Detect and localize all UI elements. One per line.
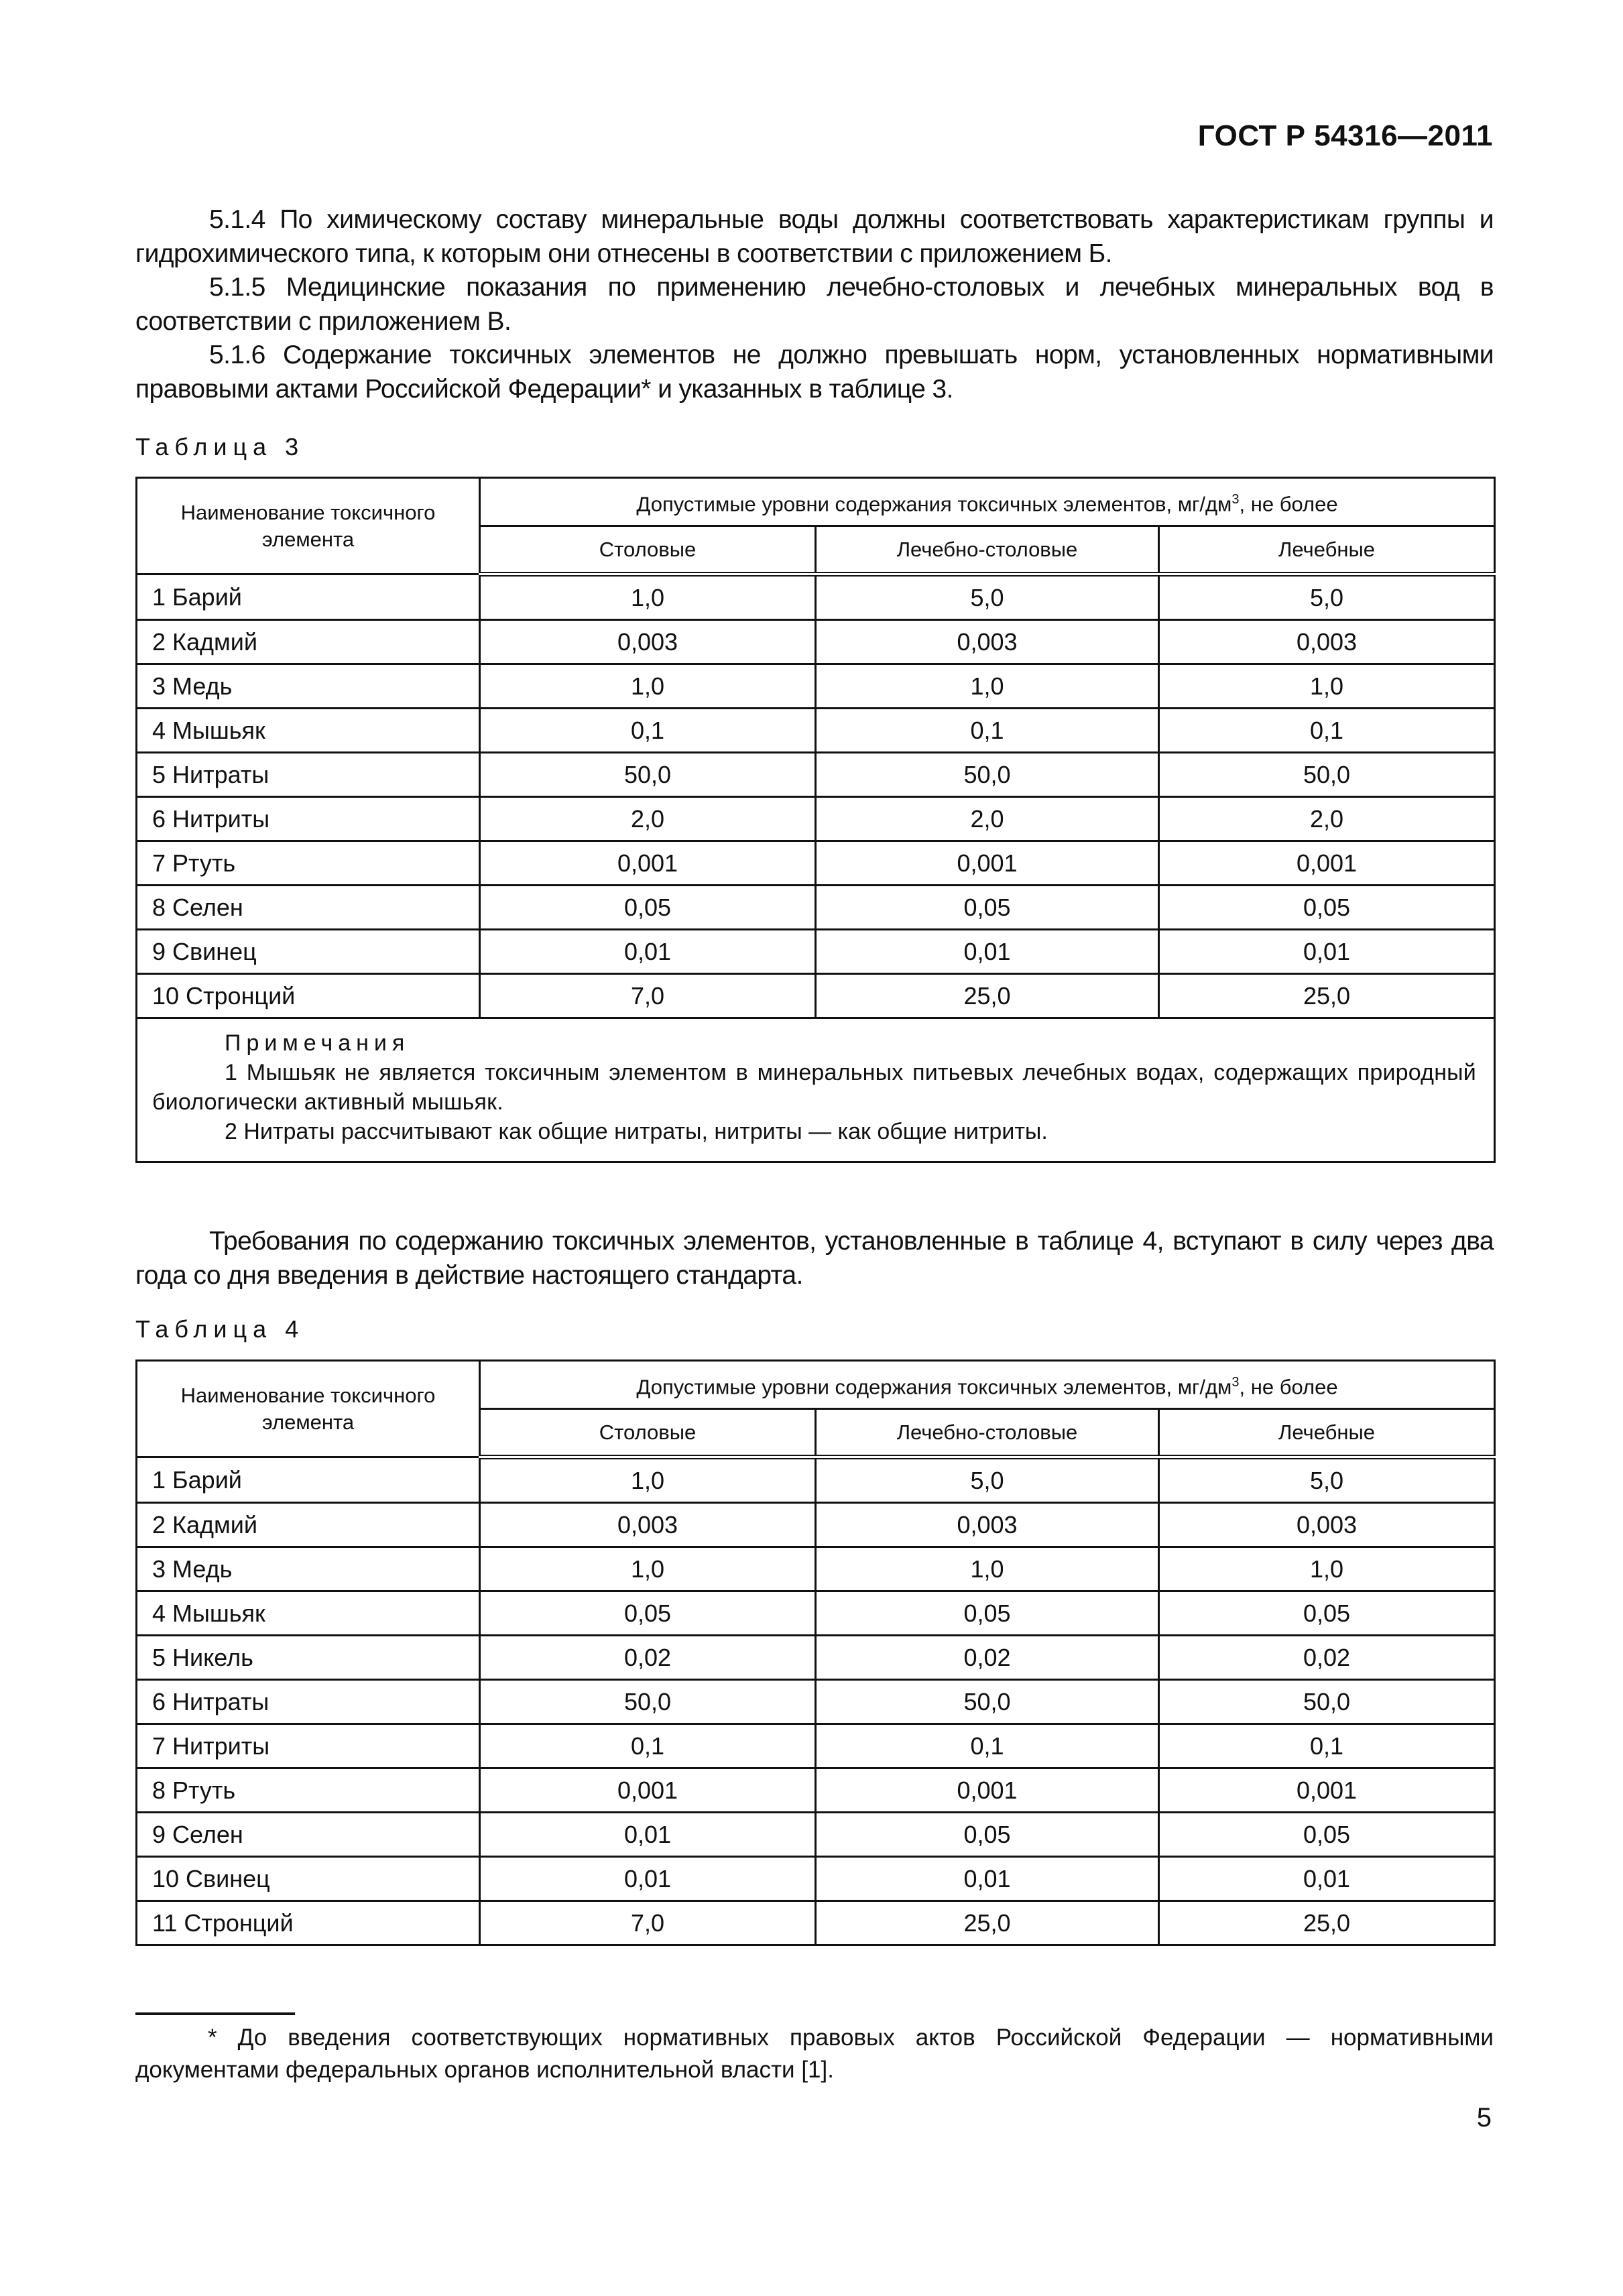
table-3-header-name: Наименование токсичного элемента (137, 478, 480, 575)
value-cell: 0,001 (816, 841, 1159, 886)
element-name-cell: 7 Ртуть (137, 841, 480, 886)
value-cell: 1,0 (480, 1547, 816, 1591)
element-name-cell: 8 Ртуть (137, 1768, 480, 1813)
table-row (137, 797, 1495, 841)
table-row (137, 1901, 1495, 1945)
table-row (137, 1636, 1495, 1680)
value-cell: 0,01 (1159, 1857, 1495, 1901)
element-name-cell: 4 Мышьяк (137, 709, 480, 753)
value-cell: 0,001 (480, 1768, 816, 1813)
table-3-body (137, 575, 1495, 1018)
table-4-header-group: Допустимые уровни содержания токсичных элементов, $мг/дм^3$, не более (480, 1361, 1495, 1409)
element-name-cell: 4 Мышьяк (137, 1591, 480, 1636)
value-cell: 25,0 (1159, 974, 1495, 1018)
value-cell: 0,1 (480, 709, 816, 753)
value-cell: 0,001 (1159, 1768, 1495, 1813)
value-cell: 50,0 (816, 1680, 1159, 1724)
table-row (137, 1457, 1495, 1503)
table-3-notes (137, 1018, 1495, 1162)
value-cell: 1,0 (1159, 1547, 1495, 1591)
table-row (137, 1768, 1495, 1813)
element-name-cell: 1 Барий (137, 1457, 480, 1503)
value-cell: 5,0 (1159, 1457, 1495, 1503)
element-name-cell: 7 Нитриты (137, 1724, 480, 1768)
table-row (137, 1813, 1495, 1857)
value-cell: 25,0 (816, 1901, 1159, 1945)
paragraph-table-4-intro: Требования по содержанию токсичных элементов, установленные в таблице 4, вступают в силу через два года со дня введения в действие настоящего стандарта. (135, 1227, 1494, 1290)
value-cell: 0,05 (480, 886, 816, 930)
table-4-caption: Таблица 4 (135, 1315, 305, 1343)
value-cell: 0,01 (816, 930, 1159, 974)
value-cell: 0,003 (816, 1503, 1159, 1547)
element-name-cell: 6 Нитраты (137, 1680, 480, 1724)
table-row (137, 575, 1495, 620)
table-row (137, 841, 1495, 886)
value-cell: 0,003 (1159, 620, 1495, 664)
value-cell: 50,0 (1159, 1680, 1495, 1724)
value-cell: 0,05 (1159, 1591, 1495, 1636)
table-row (137, 1547, 1495, 1591)
table-3-caption: Таблица 3 (135, 433, 305, 461)
value-cell: 25,0 (816, 974, 1159, 1018)
table-row (137, 709, 1495, 753)
paragraph-5-1-5: 5.1.5 Медицинские показания по применению лечебно-столовых и лечебных минеральных вод в соответствии с приложением В. (135, 273, 1494, 336)
value-cell: 0,01 (480, 930, 816, 974)
paragraph-5-1-4: 5.1.4 По химическому составу минеральные воды должны соответствовать характеристикам группы и гидрохимического типа, к которым они отнесены в соответствии с приложением Б. (135, 205, 1494, 268)
table-row (137, 620, 1495, 664)
value-cell: 0,05 (1159, 886, 1495, 930)
element-name-cell: 2 Кадмий (137, 1503, 480, 1547)
table-row (137, 753, 1495, 797)
table-row (137, 1680, 1495, 1724)
value-cell: 0,001 (816, 1768, 1159, 1813)
value-cell: 50,0 (480, 1680, 816, 1724)
value-cell: 1,0 (816, 664, 1159, 709)
value-cell: 0,003 (480, 620, 816, 664)
value-cell: 0,1 (1159, 709, 1495, 753)
value-cell: 0,05 (1159, 1813, 1495, 1857)
value-cell: 0,01 (480, 1857, 816, 1901)
note-item: 2 Нитраты рассчитывают как общие нитраты, нитриты — как общие нитриты. (225, 1119, 1048, 1144)
value-cell: 0,1 (480, 1724, 816, 1768)
element-name-cell: 3 Медь (137, 1547, 480, 1591)
element-name-cell: 11 Стронций (137, 1901, 480, 1945)
value-cell: 50,0 (1159, 753, 1495, 797)
table-3-header-col: Лечебно-столовые (816, 526, 1159, 575)
table-3-header-col: Столовые (480, 526, 816, 575)
footnote-rule (135, 2012, 295, 2015)
value-cell: 1,0 (816, 1547, 1159, 1591)
value-cell: 0,05 (816, 1591, 1159, 1636)
value-cell: 7,0 (480, 1901, 816, 1945)
element-name-cell: 2 Кадмий (137, 620, 480, 664)
value-cell: 1,0 (480, 1457, 816, 1503)
value-cell: 0,1 (816, 1724, 1159, 1768)
table-row (137, 664, 1495, 709)
table-3-header-col: Лечебные (1159, 526, 1495, 575)
value-cell: 50,0 (816, 753, 1159, 797)
value-cell: 1,0 (480, 575, 816, 620)
value-cell: 0,05 (480, 1591, 816, 1636)
table-4-header-name: Наименование токсичного элемента (137, 1361, 480, 1457)
value-cell: 0,02 (1159, 1636, 1495, 1680)
element-name-cell: 10 Стронций (137, 974, 480, 1018)
element-name-cell: 3 Медь (137, 664, 480, 709)
value-cell: 0,02 (480, 1636, 816, 1680)
value-cell: 7,0 (480, 974, 816, 1018)
table-row (137, 974, 1495, 1018)
element-name-cell: 10 Свинец (137, 1857, 480, 1901)
value-cell: 0,02 (816, 1636, 1159, 1680)
value-cell: 0,05 (816, 1813, 1159, 1857)
table-4-header-col: Столовые (480, 1409, 816, 1457)
table-row (137, 1503, 1495, 1547)
table-row (137, 1857, 1495, 1901)
value-cell: 50,0 (480, 753, 816, 797)
document-code: ГОСТ Р 54316—2011 (1197, 119, 1493, 152)
value-cell: 0,01 (1159, 930, 1495, 974)
value-cell: 0,003 (1159, 1503, 1495, 1547)
table-4 (135, 1360, 1496, 1946)
page-number: 5 (1476, 2103, 1492, 2132)
note-item: 1 Мышьяк не является токсичным элементом в минеральных питьевых лечебных водах, содержащих природный биологически активный мышьяк. (152, 1060, 1476, 1115)
value-cell: 1,0 (480, 664, 816, 709)
table-row (137, 886, 1495, 930)
value-cell: 0,05 (816, 886, 1159, 930)
value-cell: 2,0 (816, 797, 1159, 841)
notes-title: Примечания (225, 1030, 410, 1056)
table-row (137, 930, 1495, 974)
element-name-cell: 8 Селен (137, 886, 480, 930)
table-4-header-col: Лечебные (1159, 1409, 1495, 1457)
value-cell: 0,003 (816, 620, 1159, 664)
element-name-cell: 1 Барий (137, 575, 480, 620)
table-4-body (137, 1457, 1495, 1945)
value-cell: 0,001 (480, 841, 816, 886)
value-cell: 0,001 (1159, 841, 1495, 886)
table-3-header-group: Допустимые уровни содержания токсичных элементов, $мг/дм^3$, не более (480, 478, 1495, 526)
value-cell: 0,01 (816, 1857, 1159, 1901)
element-name-cell: 5 Нитраты (137, 753, 480, 797)
value-cell: 1,0 (1159, 664, 1495, 709)
value-cell: 2,0 (1159, 797, 1495, 841)
element-name-cell: 5 Никель (137, 1636, 480, 1680)
value-cell: 0,1 (816, 709, 1159, 753)
element-name-cell: 6 Нитриты (137, 797, 480, 841)
value-cell: 2,0 (480, 797, 816, 841)
value-cell: 5,0 (816, 1457, 1159, 1503)
table-3 (135, 477, 1496, 1163)
footnote: * До введения соответствующих нормативных правовых актов Российской Федерации — нормативными документами федеральных органов исполнительной власти [1]. (135, 2025, 1494, 2083)
table-4-header-col: Лечебно-столовые (816, 1409, 1159, 1457)
paragraph-5-1-6: 5.1.6 Содержание токсичных элементов не должно превышать норм, установленных нормативными правовыми актами Российской Федерации* и указанных в таблице 3. (135, 341, 1494, 404)
value-cell: 0,1 (1159, 1724, 1495, 1768)
value-cell: 25,0 (1159, 1901, 1495, 1945)
value-cell: 0,003 (480, 1503, 816, 1547)
table-row (137, 1591, 1495, 1636)
element-name-cell: 9 Свинец (137, 930, 480, 974)
element-name-cell: 9 Селен (137, 1813, 480, 1857)
table-row (137, 1724, 1495, 1768)
value-cell: 5,0 (816, 575, 1159, 620)
value-cell: 5,0 (1159, 575, 1495, 620)
value-cell: 0,01 (480, 1813, 816, 1857)
